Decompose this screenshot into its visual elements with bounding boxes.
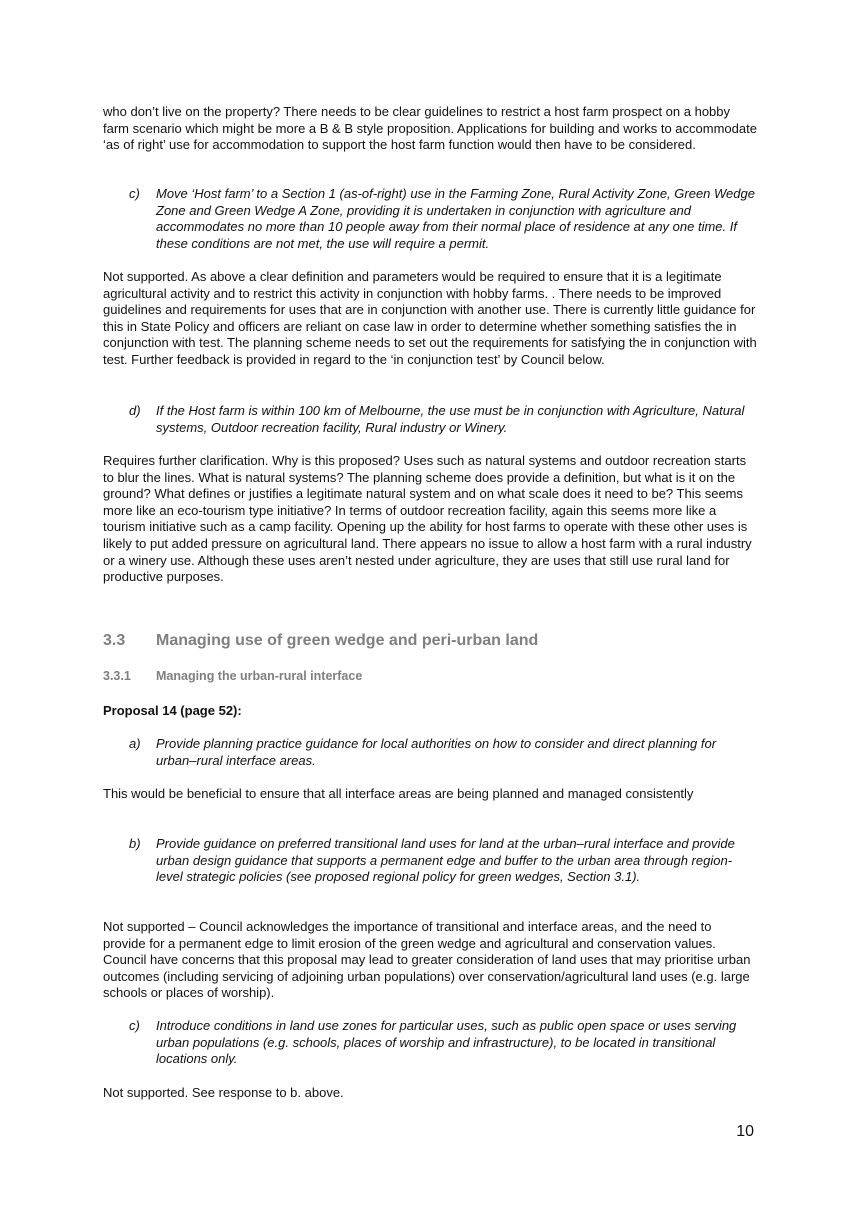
list-item-label: c) <box>129 186 140 201</box>
subsection-heading <box>103 669 362 683</box>
list-item-label: a) <box>129 736 141 751</box>
section-number: 3.3 <box>103 632 126 649</box>
page-number: 10 <box>736 1123 754 1140</box>
proposal-heading: Proposal 14 (page 52): <box>103 703 242 718</box>
list-item-a-guidance <box>103 736 757 769</box>
subsection-title: Managing the urban-rural interface <box>156 669 363 683</box>
list-item-label: c) <box>129 1018 140 1033</box>
list-item-label: d) <box>129 403 141 418</box>
list-item-label: b) <box>129 836 141 851</box>
list-item-text: Introduce conditions in land use zones for particular uses, such as public open space or uses serving urban populations (e.g. schools, places of worship and infrastructure), to be located in transitional locations only. <box>156 1018 737 1067</box>
section-title: Managing use of green wedge and peri-urban land <box>156 632 539 649</box>
list-item-text: Provide guidance on preferred transitional land uses for land at the urban–rural interface and provide urban design guidance that supports a permanent edge and buffer to the urban area through region-level strategic policies (see proposed regional policy for green wedges, Section 3.1). <box>156 836 735 885</box>
list-item-b-transitional <box>103 836 757 886</box>
list-item-c-conditions <box>103 1018 757 1068</box>
list-item-d-melbourne <box>103 403 757 436</box>
paragraph-not-supported-definition: Not supported. As above a clear definition and parameters would be required to ensure that it is a legitimate agricultural activity and to restrict this activity in conjunction with hobby farms. . There needs to be improved guidelines and requirements for uses that are in conjunction with another use. There is currently little guidance for this in State Policy and officers are reliant on case law in order to determine whether something satisfies the in conjunction with test. The planning scheme needs to set out the requirements for satisfying the in conjunction with test. Further feedback is provided in regard to the ‘in conjunction test’ by Council below. <box>103 269 757 367</box>
paragraph-beneficial: This would be beneficial to ensure that all interface areas are being planned and managed consistently <box>103 786 694 801</box>
paragraph-see-response: Not supported. See response to b. above. <box>103 1085 344 1100</box>
paragraph-host-farm-guidelines: who don’t live on the property? There needs to be clear guidelines to restrict a host farm prospect on a hobby farm scenario which might be more a B & B style proposition. Applications for building and works to accommodate ‘as of right’ use for accommodation to support the host farm function would then have to be considered. <box>103 104 757 153</box>
list-item-text: Provide planning practice guidance for local authorities on how to consider and direct planning for urban–rural interface areas. <box>156 736 717 768</box>
section-heading <box>103 632 538 650</box>
subsection-number: 3.3.1 <box>103 669 131 683</box>
paragraph-not-supported-council: Not supported – Council acknowledges the importance of transitional and interface areas, and the need to provide for a permanent edge to limit erosion of the green wedge and agricultural and conservation values. Council have concerns that this proposal may lead to greater consideration of land uses that may prioritise urban outcomes (including servicing of adjoining urban populations) over conservation/agricultural land uses (e.g. large schools or places of worship). <box>103 919 751 1001</box>
paragraph-requires-clarification: Requires further clarification. Why is this proposed? Uses such as natural systems and outdoor recreation starts to blur the lines. What is natural systems? The planning scheme does provide a definition, but what is it on the ground? What defines or justifies a legitimate natural system and on what scale does it need to be? This seems more like an eco-tourism type initiative? In terms of outdoor recreation facility, again this seems more like a tourism initiative such as a camp facility. Opening up the ability for host farms to operate with these other uses is likely to put added pressure on agricultural land. There appears no issue to allow a host farm with a rural industry or a winery use. Although these uses aren’t nested under agriculture, they are uses that still use rural land for productive purposes. <box>103 453 752 585</box>
list-item-text: Move ‘Host farm’ to a Section 1 (as-of-right) use in the Farming Zone, Rural Activity Zone, Green Wedge Zone and Green Wedge A Zone, providing it is undertaken in conjunction with agriculture and accommodates no more than 10 people away from their normal place of residence at any one time. If these conditions are not met, the use will require a permit. <box>156 186 755 251</box>
list-item-text: If the Host farm is within 100 km of Melbourne, the use must be in conjunction with Agriculture, Natural systems, Outdoor recreation facility, Rural industry or Winery. <box>156 403 745 435</box>
list-item-c-host-farm <box>103 186 757 252</box>
